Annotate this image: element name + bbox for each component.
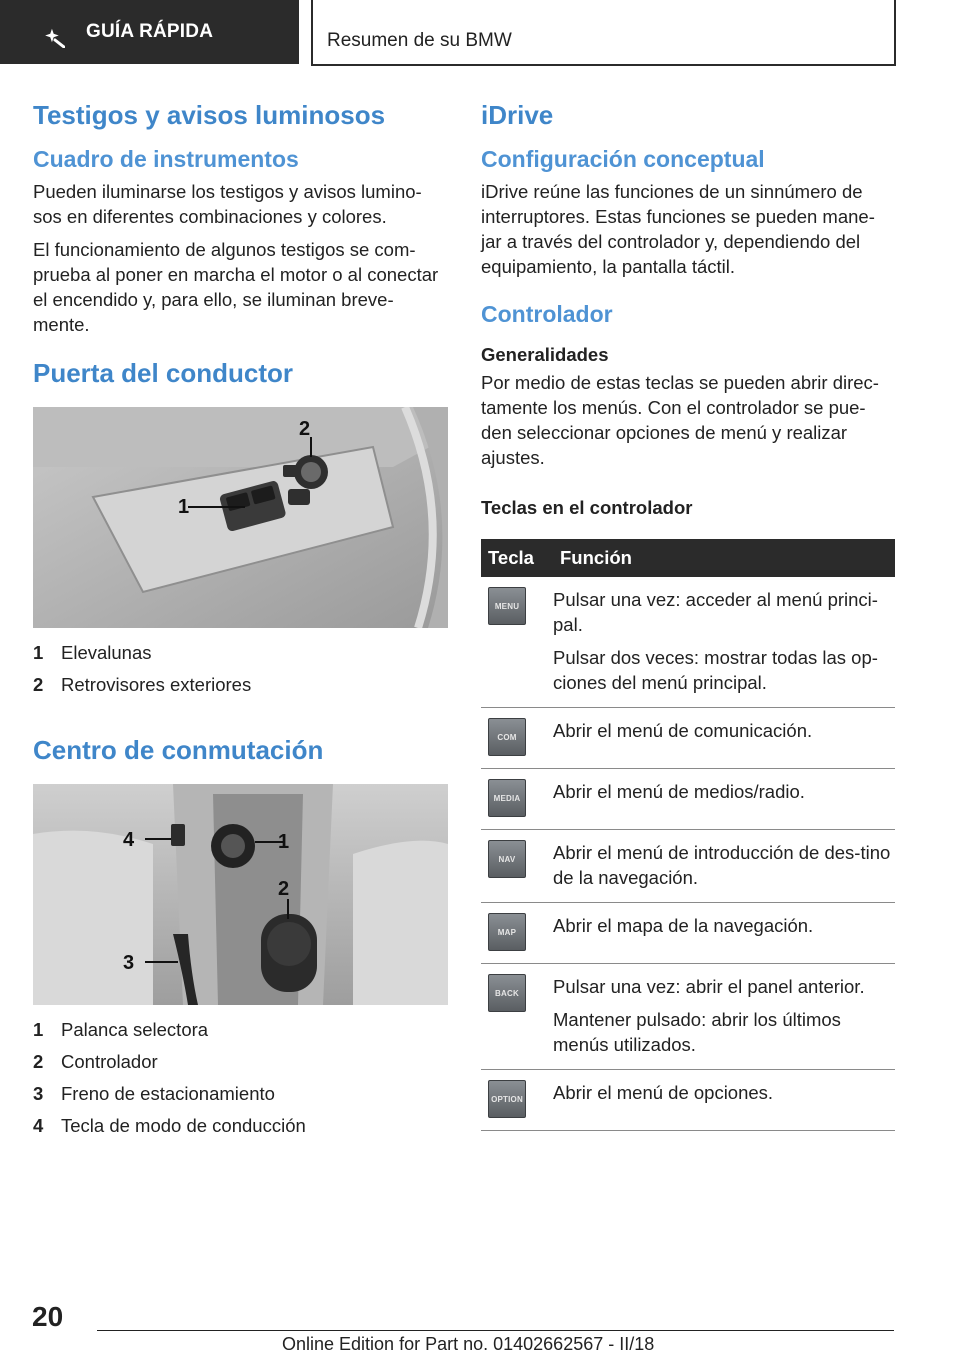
heading-general: Generalidades bbox=[481, 344, 609, 366]
column-header-function: Función bbox=[553, 539, 895, 577]
legend-item: 1 Palanca selectora bbox=[33, 1019, 209, 1041]
map-key-icon: MAP bbox=[488, 913, 526, 951]
option-key-icon: OPTION bbox=[488, 1080, 526, 1118]
legend-item: 4 Tecla de modo de conducción bbox=[33, 1115, 306, 1137]
page-header bbox=[0, 0, 960, 66]
center-callout-2: 2 bbox=[278, 878, 290, 901]
paragraph-warning-lights-2: El funcionamiento de algunos testigos se com-prueba al poner en marcha el motor o al conectar el encendido y, para ello, se iluminan breve-mente. bbox=[33, 238, 439, 335]
paragraph-warning-lights-1: Pueden iluminarse los testigos y avisos lumino-sos en diferentes combinaciones y colores. bbox=[33, 180, 422, 227]
quick-guide-tab[interactable] bbox=[0, 0, 299, 64]
table-row: OPTION Abrir el menú de opciones. bbox=[481, 1070, 895, 1131]
switch-center-legend bbox=[33, 1014, 448, 1142]
back-key-icon: BACK bbox=[488, 974, 526, 1012]
table-row: BACK Pulsar una vez: abrir el panel anterior. Mantener pulsado: abrir los últimos menús utilizados. bbox=[481, 964, 895, 1070]
center-callout-1: 1 bbox=[278, 831, 290, 854]
footer-divider bbox=[97, 1330, 894, 1331]
table-row: COM Abrir el menú de comunicación. bbox=[481, 708, 895, 769]
subsection-title-instrument-cluster: Cuadro de instrumentos bbox=[33, 146, 299, 173]
switch-center-photo bbox=[33, 784, 448, 1005]
table-row: MAP Abrir el mapa de la navegación. bbox=[481, 903, 895, 964]
driver-door-photo bbox=[33, 407, 448, 628]
footer-edition: Online Edition for Part no. 01402662567 - II/18 bbox=[282, 1334, 655, 1354]
controller-keys-table bbox=[481, 539, 895, 1131]
nav-key-icon: NAV bbox=[488, 840, 526, 878]
menu-key-icon: MENU bbox=[488, 587, 526, 625]
driver-door-legend bbox=[33, 637, 448, 701]
sparkle-icon bbox=[43, 28, 65, 48]
column-header-key: Tecla bbox=[481, 539, 553, 577]
driver-door-illustration bbox=[33, 407, 448, 628]
subsection-title-controller: Controlador bbox=[481, 300, 613, 327]
door-callout-2: 2 bbox=[299, 417, 311, 440]
paragraph-general: Por medio de estas teclas se pueden abrir direc-tamente los menús. Con el controlador se pue-den seleccionar opciones de menú y realizar ajustes. bbox=[481, 372, 879, 469]
table-header-row bbox=[481, 539, 895, 577]
paragraph-idrive: iDrive reúne las funciones de un sinnúmero de interruptores. Estas funciones se pueden mane-jar a través del controlador y, dependiendo del equipamiento, la pantalla táctil. bbox=[481, 180, 875, 277]
section-title-idrive: iDrive bbox=[481, 100, 554, 130]
center-callout-3: 3 bbox=[123, 952, 135, 975]
legend-item: 2 Retrovisores exteriores bbox=[33, 673, 252, 695]
table-row: MENU Pulsar una vez: acceder al menú princi-pal. Pulsar dos veces: mostrar todas las op-ciones del menú principal. bbox=[481, 577, 895, 708]
door-callout-1: 1 bbox=[178, 495, 190, 518]
header-title: Resumen de su BMW bbox=[311, 0, 896, 66]
center-callout-4: 4 bbox=[123, 829, 135, 852]
table-row: MEDIA Abrir el menú de medios/radio. bbox=[481, 769, 895, 830]
section-title-switch-center: Centro de conmutación bbox=[33, 734, 324, 765]
section-title-warning-lights: Testigos y avisos luminosos bbox=[33, 100, 386, 130]
page-number: 20 bbox=[32, 1301, 64, 1332]
subsection-title-concept: Configuración conceptual bbox=[481, 146, 765, 173]
switch-center-illustration bbox=[33, 784, 448, 1005]
right-column bbox=[481, 100, 895, 1131]
heading-controller-keys: Teclas en el controlador bbox=[481, 497, 693, 519]
com-key-icon: COM bbox=[488, 718, 526, 756]
legend-item: 1 Elevalunas bbox=[33, 641, 152, 663]
section-title-driver-door: Puerta del conductor bbox=[33, 357, 294, 388]
left-column bbox=[33, 100, 448, 1142]
legend-item: 2 Controlador bbox=[33, 1051, 158, 1073]
legend-item: 3 Freno de estacionamiento bbox=[33, 1083, 275, 1105]
media-key-icon: MEDIA bbox=[488, 779, 526, 817]
quick-guide-label: GUÍA RÁPIDA bbox=[86, 21, 214, 42]
table-row: NAV Abrir el menú de introducción de des-tino de la navegación. bbox=[481, 830, 895, 903]
